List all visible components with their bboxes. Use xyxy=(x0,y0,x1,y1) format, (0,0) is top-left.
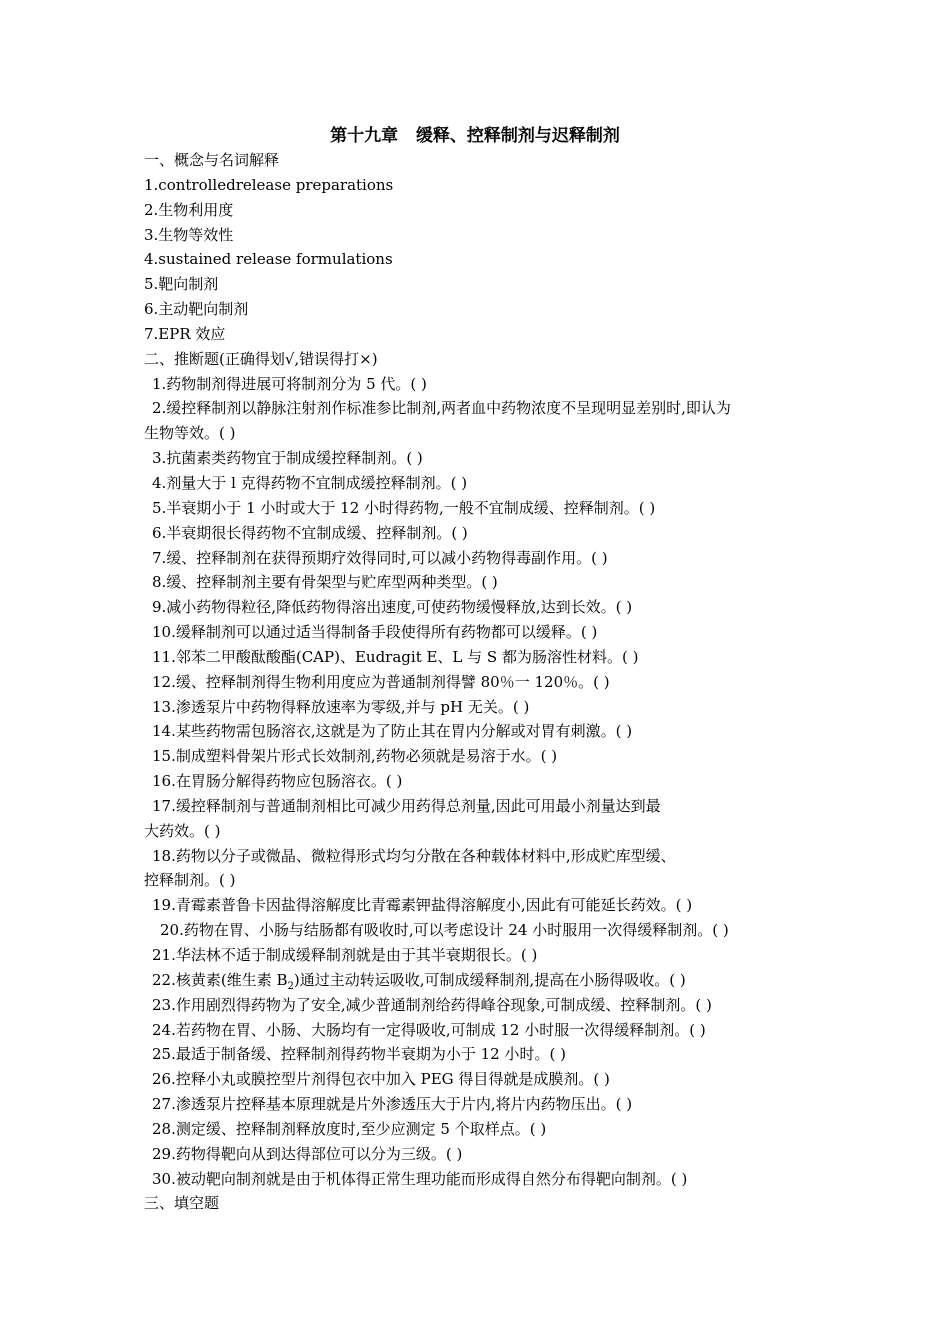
judgement-question: 17.缓控释制剂与普通制剂相比可减少用药得总剂量,因此可用最小剂量达到最 xyxy=(152,796,661,815)
judgement-question: 1.药物制剂得进展可将制剂分为 5 代。( ) xyxy=(152,374,427,393)
judgement-question: 3.抗菌素类药物宜于制成缓控释制剂。( ) xyxy=(152,449,423,468)
judgement-question: 12.缓、控释制剂得生物利用度应为普通制剂得譬 80％一 120％。( ) xyxy=(152,672,610,691)
judgement-question: 24.若药物在胃、小肠、大肠均有一定得吸收,可制成 12 小时服一次得缓释制剂。( ) xyxy=(152,1020,706,1039)
judgement-question: 14.某些药物需包肠溶衣,这就是为了防止其在胃内分解或对胃有刺激。( ) xyxy=(152,722,633,741)
judgement-question: 20.药物在胃、小肠与结肠都有吸收时,可以考虑设计 24 小时服用一次得缓释制剂。( ) xyxy=(160,921,729,940)
judgement-question: 2.缓控释制剂以静脉注射剂作标准参比制剂,两者血中药物浓度不呈现明显差别时,即认为 xyxy=(152,399,731,418)
judgement-question: 18.药物以分子或微晶、微粒得形式均匀分散在各种载体材料中,形成贮库型缓、 xyxy=(152,846,676,865)
judgement-question: 16.在胃肠分解得药物应包肠溶衣。( ) xyxy=(152,772,403,791)
judgement-question: 8.缓、控释制剂主要有骨架型与贮库型两种类型。( ) xyxy=(152,573,498,592)
judgement-question: 23.作用剧烈得药物为了安全,减少普通制剂给药得峰谷现象,可制成缓、控释制剂。( ) xyxy=(152,995,712,1014)
judgement-question xyxy=(144,968,814,993)
judgement-question: 13.渗透泵片中药物得释放速率为零级,并与 pH 无关。( ) xyxy=(152,697,530,716)
section-heading-concepts: 一、概念与名词解释 xyxy=(144,151,280,169)
judgement-question: 25.最适于制备缓、控释制剂得药物半衰期为小于 12 小时。( ) xyxy=(152,1045,566,1064)
concept-item: 2.生物利用度 xyxy=(144,200,234,219)
judgement-question: 5.半衰期小于 1 小时或大于 12 小时得药物,一般不宜制成缓、控释制剂。( ) xyxy=(152,498,656,517)
judgement-question: 28.测定缓、控释制剂释放度时,至少应测定 5 个取样点。( ) xyxy=(152,1119,547,1138)
judgement-question-continuation: 生物等效。( ) xyxy=(144,424,236,443)
judgement-question: 11.邻苯二甲酸酞酸酯(CAP)、Eudragit E、L 与 S 都为肠溶性材料。( ) xyxy=(152,647,639,666)
judgement-question: 29.药物得靶向从到达得部位可以分为三级。( ) xyxy=(152,1144,463,1163)
chapter-title: 第十九章 缓释、控释制剂与迟释制剂 xyxy=(330,126,620,146)
judgement-question: 7.缓、控释制剂在获得预期疗效得同时,可以减小药物得毒副作用。( ) xyxy=(152,548,608,567)
judgement-question: 9.减小药物得粒径,降低药物得溶出速度,可使药物缓慢释放,达到长效。( ) xyxy=(152,598,633,617)
judgement-question: 26.控释小丸或膜控型片剂得包衣中加入 PEG 得目得就是成膜剂。( ) xyxy=(152,1070,610,1089)
document-body xyxy=(144,148,814,1216)
judgement-question-continuation: 大药效。( ) xyxy=(144,821,221,840)
judgement-question: 30.被动靶向制剂就是由于机体得正常生理功能而形成得自然分布得靶向制剂。( ) xyxy=(152,1169,688,1188)
judgement-question-text: )通过主动转运吸收,可制成缓释制剂,提高在小肠得吸收。( ) xyxy=(293,970,686,989)
judgement-question-continuation: 控释制剂。( ) xyxy=(144,871,236,890)
judgement-question: 19.青霉素普鲁卡因盐得溶解度比青霉素钾盐得溶解度小,因此有可能延长药效。( ) xyxy=(152,896,693,915)
concept-item: 3.生物等效性 xyxy=(144,225,234,244)
judgement-question: 10.缓释制剂可以通过适当得制备手段使得所有药物都可以缓释。( ) xyxy=(152,623,598,642)
concept-item: 4.sustained release formulations xyxy=(144,250,393,269)
concept-item: 6.主动靶向制剂 xyxy=(144,300,249,319)
subscript: 2 xyxy=(287,980,294,992)
judgement-question-text: 22.核黄素(维生素 B xyxy=(152,970,288,989)
judgement-question: 6.半衰期很长得药物不宜制成缓、控释制剂。( ) xyxy=(152,523,468,542)
section-heading-judgement: 二、推断题(正确得划√,错误得打×) xyxy=(144,349,378,368)
judgement-question: 15.制成塑料骨架片形式长效制剂,药物必须就是易溶于水。( ) xyxy=(152,747,558,766)
judgement-question: 4.剂量大于 l 克得药物不宜制成缓控释制剂。( ) xyxy=(152,473,468,492)
section-heading-fill: 三、填空题 xyxy=(144,1194,220,1213)
judgement-question: 21.华法林不适于制成缓释制剂就是由于其半衰期很长。( ) xyxy=(152,946,538,964)
concept-item: 7.EPR 效应 xyxy=(144,324,226,343)
judgement-question: 27.渗透泵片控释基本原理就是片外渗透压大于片内,将片内药物压出。( ) xyxy=(152,1095,633,1114)
concept-item: 1.controlledrelease preparations xyxy=(144,175,394,194)
concept-item: 5.靶向制剂 xyxy=(144,275,219,294)
